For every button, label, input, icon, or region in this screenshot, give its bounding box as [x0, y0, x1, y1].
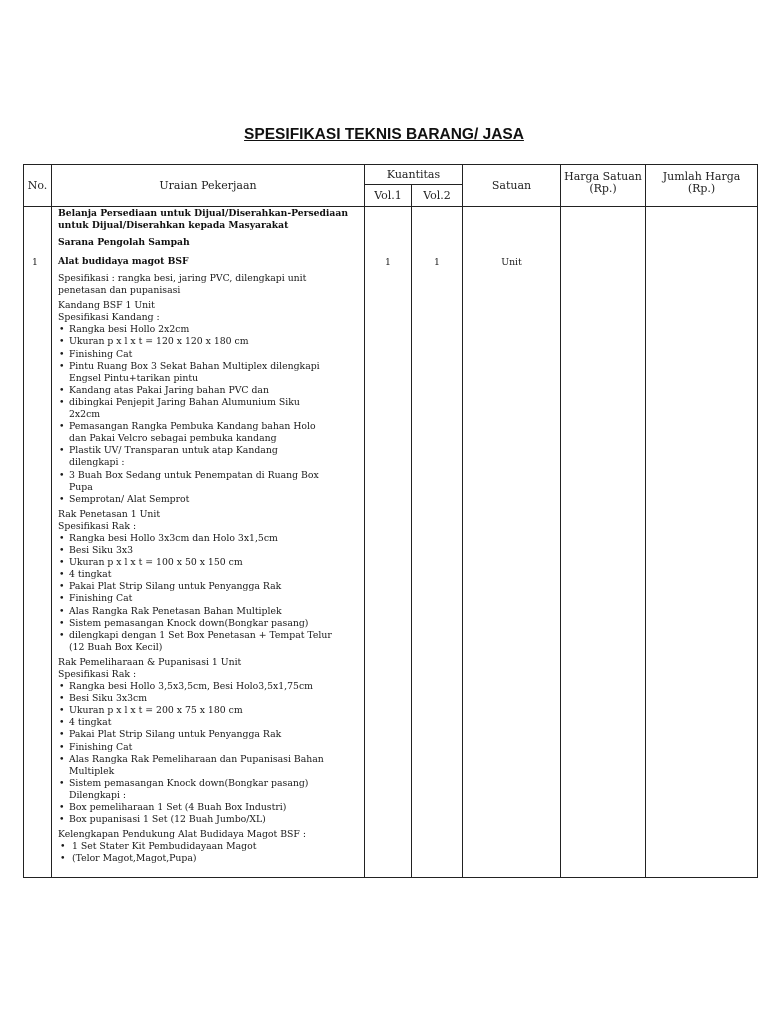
vol1-value: 1: [385, 257, 391, 268]
list-item-line: • 3 Buah Box Sedang untuk Penempatan di Ruang Box: [69, 469, 319, 481]
list-item-line: Multiplek: [69, 765, 115, 777]
list-item-line: • dilengkapi dengan 1 Set Box Penetasan + Tempat Telur: [69, 629, 332, 641]
list-item-line: • Ukuran p x l x t = 200 x 75 x 180 cm: [69, 705, 243, 717]
harga-satuan-label: Harga Satuan: [564, 170, 642, 183]
list-item: [58, 630, 360, 654]
cell-uraian: [52, 207, 365, 878]
col-header-no: No.: [24, 165, 52, 207]
col-header-uraian: Uraian Pekerjaan: [52, 165, 365, 207]
spec-section-heading: Kandang BSF 1 Unit: [58, 300, 155, 312]
list-item-line: • Kandang atas Pakai Jaring bahan PVC dan: [69, 384, 269, 396]
list-item: [58, 421, 360, 445]
list-item-line: • Finishing Cat: [69, 348, 133, 360]
list-item-line: • Semprotan/ Alat Semprot: [69, 493, 190, 505]
spec-section-heading: Rak Penetasan 1 Unit: [58, 508, 161, 520]
list-item: [58, 581, 360, 593]
list-item-line: • Pakai Plat Strip Silang untuk Penyangga Rak: [69, 581, 282, 593]
list-item: [58, 729, 360, 741]
list-item: [58, 445, 360, 469]
list-item-line: • 4 tingkat: [69, 717, 112, 729]
list-item: [58, 606, 360, 618]
jumlah-harga-label: Jumlah Harga: [662, 170, 741, 183]
list-item-line: • Finishing Cat: [69, 741, 133, 753]
list-item-line: • Plastik UV/ Transparan untuk atap Kandang: [69, 445, 278, 457]
list-item: [58, 545, 360, 557]
jumlah-harga-unit: (Rp.): [687, 182, 716, 195]
list-item-line: • Pemasangan Rangka Pembuka Kandang bahan Holo: [69, 421, 316, 433]
list-item: [58, 754, 360, 778]
row-number: 1: [32, 257, 38, 268]
spec-intro-line-2: penetasan dan pupanisasi: [58, 285, 181, 297]
spec-bullet-list: [58, 681, 360, 826]
list-item-line: • Alas Rangka Rak Pemeliharaan dan Pupanisasi Bahan: [69, 753, 324, 765]
vol2-value: 1: [434, 257, 440, 268]
spec-section-heading: Rak Pemeliharaan & Pupanisasi 1 Unit: [58, 656, 242, 668]
page-title: SPESIFIKASI TEKNIS BARANG/ JASA: [244, 126, 524, 143]
list-item: [58, 533, 360, 545]
cell-vol2: [412, 207, 463, 878]
list-item: [58, 802, 360, 814]
list-item-line: Engsel Pintu+tarikan pintu: [69, 372, 199, 384]
list-item: • 1 Set Stater Kit Pembudidayaan Magot: [58, 841, 360, 853]
spec-sections: [58, 300, 360, 826]
table-row: [24, 207, 758, 878]
col-header-kuantitas: Kuantitas: [365, 165, 463, 185]
list-item: [58, 349, 360, 361]
spec-section-subheading: Spesifikasi Rak :: [58, 669, 137, 680]
kelengkapan-heading: Kelengkapan Pendukung Alat Budidaya Magot BSF :: [58, 829, 306, 841]
item-title: Alat budidaya magot BSF: [58, 256, 189, 267]
group-title-line-2: untuk Dijual/Diserahkan kepada Masyarakat: [58, 220, 289, 231]
list-item: [58, 778, 360, 802]
list-item-line: • Ukuran p x l x t = 120 x 120 x 180 cm: [69, 336, 249, 348]
list-item: [58, 361, 360, 385]
list-item-line: Pupa: [69, 481, 93, 493]
cell-no: [24, 207, 52, 878]
list-item-line: Dilengkapi :: [69, 789, 127, 801]
list-item-line: • Alas Rangka Rak Penetasan Bahan Multiplek: [69, 605, 282, 617]
list-item-line: • Besi Siku 3x3cm: [69, 693, 148, 705]
list-item-line: • Box pemeliharaan 1 Set (4 Buah Box Industri): [69, 802, 287, 814]
col-header-vol2: Vol.2: [412, 185, 463, 207]
spec-intro: [58, 273, 360, 297]
list-item-line: • Finishing Cat: [69, 593, 133, 605]
col-header-vol1: Vol.1: [365, 185, 412, 207]
list-item: [58, 618, 360, 630]
list-item-line: • Rangka besi Hollo 3,5x3,5cm, Besi Holo3,5x1,75cm: [69, 681, 313, 693]
list-item-line: • Sistem pemasangan Knock down(Bongkar pasang): [69, 777, 309, 789]
list-item: [58, 385, 360, 397]
group-title-line-1: Belanja Persediaan untuk Dijual/Diserahkan-Persediaan: [58, 208, 349, 219]
list-item-line: dilengkapi :: [69, 457, 125, 469]
list-item: [58, 705, 360, 717]
satuan-value: Unit: [501, 257, 522, 268]
list-item-line: • Rangka besi Hollo 2x2cm: [69, 324, 190, 336]
list-item: [58, 814, 360, 826]
spec-table: [23, 164, 758, 878]
list-item: [58, 470, 360, 494]
list-item-line: • 4 tingkat: [69, 569, 112, 581]
list-item-line: • dibingkai Penjepit Jaring Bahan Alumunium Siku: [69, 396, 300, 408]
list-item: [58, 717, 360, 729]
list-item: [58, 693, 360, 705]
list-item: [58, 557, 360, 569]
list-item-line: • Besi Siku 3x3: [69, 545, 134, 557]
list-item: [58, 494, 360, 506]
list-item-line: • Pakai Plat Strip Silang untuk Penyangga Rak: [69, 729, 282, 741]
spec-section-subheading: Spesifikasi Rak :: [58, 520, 137, 532]
list-item: [58, 397, 360, 421]
list-item-line: • Pintu Ruang Box 3 Sekat Bahan Multiplex dilengkapi: [69, 360, 320, 372]
list-item: [58, 336, 360, 348]
cell-satuan: [463, 207, 561, 878]
list-item-line: 2x2cm: [69, 409, 101, 421]
list-item: [58, 593, 360, 605]
spec-section: [58, 509, 360, 654]
spec-intro-line-1: Spesifikasi : rangka besi, jaring PVC, dilengkapi unit: [58, 273, 307, 284]
list-item: • (Telor Magot,Magot,Pupa): [58, 853, 360, 865]
list-item: [58, 569, 360, 581]
list-item: [58, 324, 360, 336]
list-item-line: • Sistem pemasangan Knock down(Bongkar pasang): [69, 617, 309, 629]
harga-satuan-unit: (Rp.): [589, 182, 617, 195]
list-item-line: • Ukuran p x l x t = 100 x 50 x 150 cm: [69, 557, 243, 569]
list-item-line: • Box pupanisasi 1 Set (12 Buah Jumbo/XL): [69, 814, 266, 826]
list-item-line: • Rangka besi Hollo 3x3cm dan Holo 3x1,5cm: [69, 532, 278, 544]
spec-section: [58, 300, 360, 506]
spec-section: [58, 657, 360, 826]
subgroup-title: Sarana Pengolah Sampah: [58, 237, 190, 248]
spec-bullet-list: [58, 324, 360, 505]
cell-jumlah-harga: [646, 207, 758, 878]
cell-harga-satuan: [561, 207, 646, 878]
cell-vol1: [365, 207, 412, 878]
list-item-line: dan Pakai Velcro sebagai pembuka kandang: [69, 433, 277, 445]
col-header-harga-satuan: [561, 165, 646, 207]
kelengkapan-section: [58, 829, 360, 865]
spec-section-subheading: Spesifikasi Kandang :: [58, 312, 160, 324]
col-header-satuan: Satuan: [463, 165, 561, 207]
list-item: [58, 742, 360, 754]
spec-bullet-list: [58, 533, 360, 654]
col-header-jumlah-harga: [646, 165, 758, 207]
list-item: [58, 681, 360, 693]
list-item-line: (12 Buah Box Kecil): [69, 641, 163, 653]
kelengkapan-list: [58, 841, 360, 865]
